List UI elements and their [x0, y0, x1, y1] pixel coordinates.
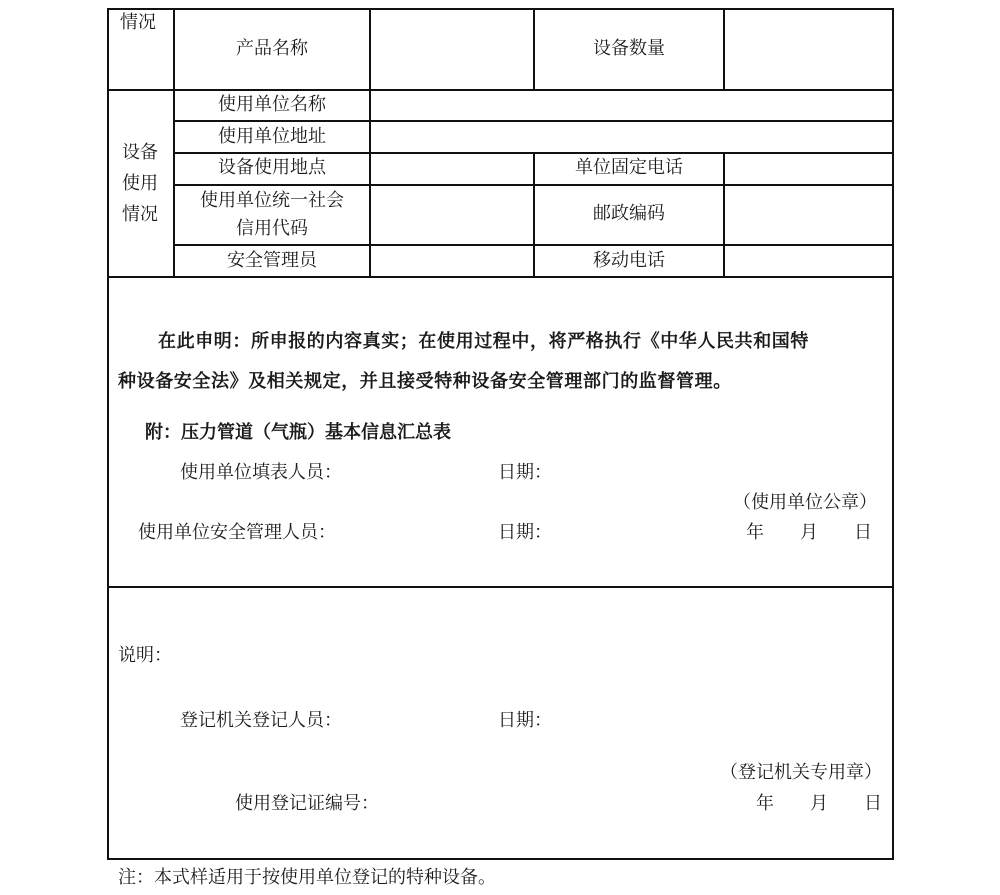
registrar-date-label: 日期：: [498, 710, 552, 731]
quantity-label: 设备数量: [593, 38, 665, 59]
credit-code-label: 使用单位统一社会 信用代码: [200, 190, 344, 239]
mobile-label: 移动电话: [593, 250, 665, 271]
unit-name-field[interactable]: [371, 91, 892, 120]
registrar-label: 登记机关登记人员：: [180, 710, 342, 731]
credit-code-field[interactable]: [371, 186, 533, 244]
filler-date-label: 日期：: [498, 462, 552, 483]
quantity-field[interactable]: [734, 38, 884, 60]
attachment-note: 附：压力管道（气瓶）基本信息汇总表: [145, 422, 451, 443]
location-label: 设备使用地点: [218, 157, 326, 178]
section-divider: [107, 276, 894, 278]
unit-name-label: 使用单位名称: [218, 94, 326, 115]
landline-field[interactable]: [725, 154, 892, 184]
postal-code-label: 邮政编码: [593, 203, 665, 224]
landline-label: 单位固定电话: [575, 157, 683, 178]
unit-seal-date: 年 月 日: [746, 522, 872, 543]
usage-section-label: 设备 使用 情况: [122, 142, 158, 225]
unit-address-field[interactable]: [371, 122, 892, 152]
safety-manager-field[interactable]: [371, 246, 533, 276]
product-name-label: 产品名称: [236, 38, 308, 59]
location-field[interactable]: [371, 154, 533, 184]
footnote: 注：本式样适用于按使用单位登记的特种设备。: [118, 867, 496, 888]
filler-label: 使用单位填表人员：: [180, 462, 342, 483]
safety-manager-label: 安全管理员: [227, 250, 317, 271]
cert-number-label: 使用登记证编号：: [235, 793, 379, 814]
declaration-line-2: 种设备安全法》及相关规定，并且接受特种设备安全管理部门的监督管理。: [118, 371, 732, 392]
unit-address-label: 使用单位地址: [218, 126, 326, 147]
unit-seal-label: （使用单位公章）: [733, 492, 877, 513]
safety-person-date-label: 日期：: [498, 522, 552, 543]
mobile-field[interactable]: [725, 246, 892, 276]
postal-code-field[interactable]: [725, 186, 892, 244]
notes-label: 说明：: [118, 645, 172, 666]
safety-person-label: 使用单位安全管理人员：: [138, 522, 336, 543]
authority-seal-label: （登记机关专用章）: [720, 762, 882, 783]
authority-seal-date: 年 月 日: [756, 793, 882, 814]
declaration-line-1: 在此申明：所申报的内容真实；在使用过程中，将严格执行《中华人民共和国特: [158, 331, 809, 352]
product-name-field[interactable]: [380, 38, 525, 60]
section-divider: [107, 586, 894, 588]
equipment-section-label: 情况: [120, 12, 156, 33]
